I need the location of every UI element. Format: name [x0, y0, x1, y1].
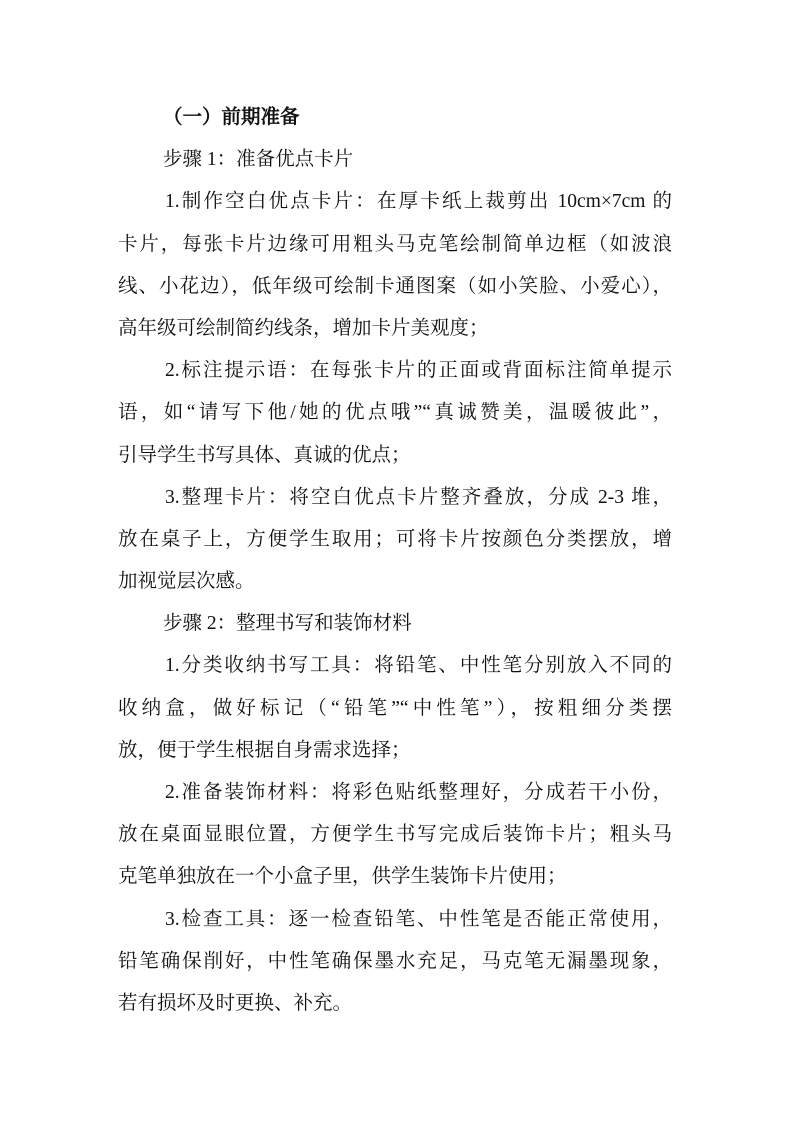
- paragraph-line: 1.分类收纳书写工具：将铅笔、中性笔分别放入不同的: [165, 655, 672, 677]
- paragraph-1-2: [118, 350, 672, 477]
- paragraph-line: 2.准备装饰材料：将彩色贴纸整理好，分成若干小份，: [165, 782, 672, 803]
- paragraph-line: 加视觉层次感。: [118, 571, 255, 593]
- step-title-1: 步骤 1：准备优点卡片: [163, 149, 354, 171]
- paragraph-line: 放，便于学生根据自身需求选择；: [118, 739, 411, 761]
- paragraph-line: 线、小花边），低年级可绘制卡通图案（如小笑脸、小爱心），: [118, 275, 672, 297]
- paragraph-line: 引导学生书写具体、真诚的优点；: [118, 444, 411, 466]
- paragraph-line: 放在桌面显眼位置，方便学生书写完成后装饰卡片；粗头马: [118, 824, 672, 846]
- paragraph-line: 收纳盒，做好标记（“铅笔”“中性笔”），按粗细分类摆: [118, 697, 672, 719]
- paragraph-2-2: [118, 772, 672, 899]
- paragraph-line: 2.标注提示语：在每张卡片的正面或背面标注简单提示: [165, 360, 672, 382]
- paragraph-line: 若有损坏及时更换、补充。: [118, 992, 353, 1014]
- paragraph-line: 铅笔确保削好，中性笔确保墨水充足，马克笔无漏墨现象，: [118, 950, 672, 972]
- section-heading: （一）前期准备: [163, 107, 300, 128]
- paragraph-1-1: [118, 181, 672, 350]
- paragraph-line: 放在桌子上，方便学生取用；可将卡片按颜色分类摆放，增: [118, 528, 672, 550]
- paragraph-line: 语，如“请写下他/她的优点哦”“真诚赞美，温暖彼此”，: [118, 402, 672, 424]
- step-title-2: 步骤 2：整理书写和装饰材料: [163, 613, 412, 635]
- paragraph-2-3: [118, 899, 672, 1026]
- paragraph-line: 克笔单独放在一个小盒子里，供学生装饰卡片使用；: [118, 866, 567, 888]
- paragraph-line: 3.整理卡片：将空白优点卡片整齐叠放，分成 2-3 堆，: [165, 486, 672, 508]
- document-body: [118, 97, 672, 1025]
- paragraph-1-3: [118, 477, 672, 604]
- paragraph-line: 高年级可绘制简约线条，增加卡片美观度；: [118, 317, 489, 339]
- paragraph-line: 3.检查工具：逐一检查铅笔、中性笔是否能正常使用，: [165, 908, 672, 930]
- paragraph-line: 卡片，每张卡片边缘可用粗头马克笔绘制简单边框（如波浪: [118, 233, 672, 255]
- paragraph-line: 1.制作空白优点卡片：在厚卡纸上裁剪出 10cm×7cm 的: [165, 191, 672, 213]
- paragraph-2-1: [118, 645, 672, 772]
